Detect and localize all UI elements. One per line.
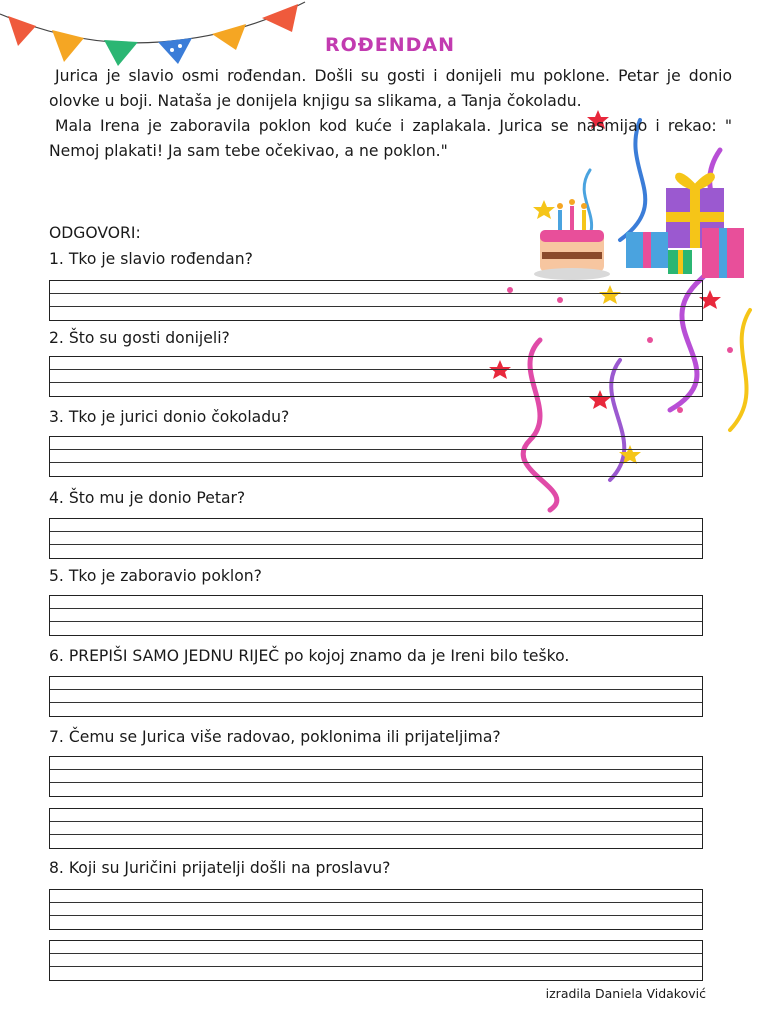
answers-heading: ODGOVORI: [49,224,141,242]
answer-lines-1[interactable] [49,280,703,321]
story-paragraph-1: Jurica je slavio osmi rođendan. Došli su gosti i donijeli mu poklone. Petar je donio olovke u boji. Nataša je donijela knjigu sa slikama, a Tanja čokoladu. [49,67,732,110]
answer-lines-8a[interactable] [49,889,703,930]
author-credit: izradila Daniela Vidaković [545,986,706,1001]
answer-lines-3[interactable] [49,436,703,477]
answer-lines-2[interactable] [49,356,703,397]
answer-lines-4[interactable] [49,518,703,559]
question-1: 1. Tko je slavio rođendan? [49,250,253,268]
question-2: 2. Što su gosti donijeli? [49,329,230,347]
answer-lines-7a[interactable] [49,756,703,797]
question-6: 6. PREPIŠI SAMO JEDNU RIJEČ po kojoj znamo da je Ireni bilo teško. [49,647,570,665]
answer-lines-8b[interactable] [49,940,703,981]
question-3: 3. Tko je jurici donio čokoladu? [49,408,290,426]
answer-lines-5[interactable] [49,595,703,636]
question-4: 4. Što mu je donio Petar? [49,489,246,507]
page-title: ROĐENDAN [325,34,455,56]
question-7: 7. Čemu se Jurica više radovao, poklonima ili prijateljima? [49,728,501,746]
story-paragraph-2: Mala Irena je zaboravila poklon kod kuće i zaplakala. Jurica se nasmijao i rekao: " Nemoj plakati! Ja sam tebe očekivao, a ne poklon." [49,117,732,160]
story-text [49,64,732,164]
answer-lines-6[interactable] [49,676,703,717]
question-8: 8. Koji su Juričini prijatelji došli na proslavu? [49,859,391,877]
question-5: 5. Tko je zaboravio poklon? [49,567,262,585]
answer-lines-7b[interactable] [49,808,703,849]
